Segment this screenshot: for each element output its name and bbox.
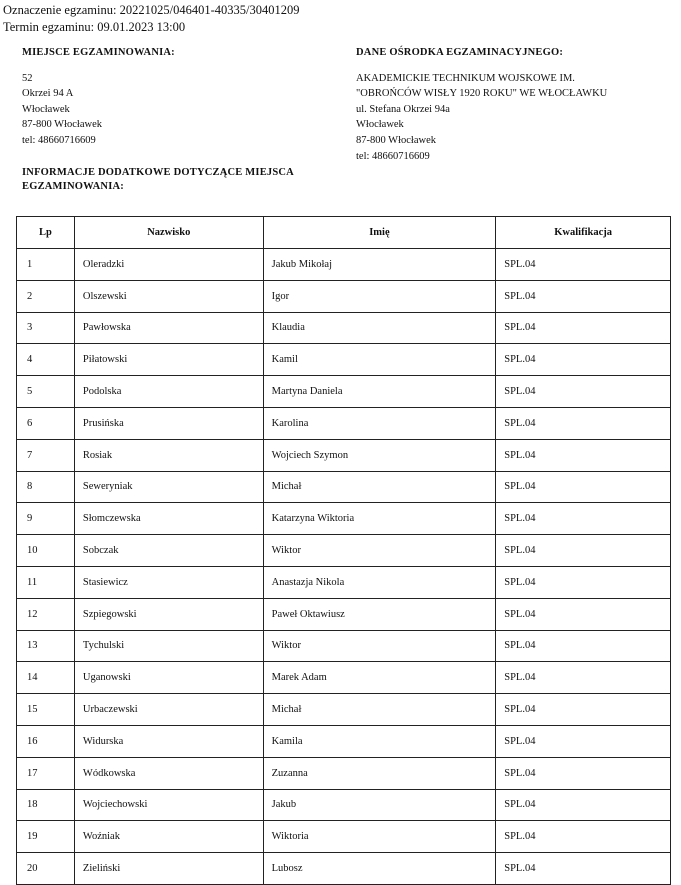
table-row [17, 757, 671, 789]
cell-first-name: Igor [263, 280, 496, 312]
cell-qualification: SPL.04 [496, 376, 671, 408]
address-line: 87-800 Włocławek [356, 134, 436, 146]
cell-first-name: Wiktoria [263, 821, 496, 853]
additional-info-heading: INFORMACJE DODATKOWE DOTYCZĄCE MIEJSCA EGZAMINOWANIA: [22, 167, 294, 192]
cell-surname: Wódkowska [74, 757, 263, 789]
exam-center-address [356, 71, 676, 165]
exam-designation: Oznaczenie egzaminu: 20221025/046401-40335/30401209 [3, 3, 300, 17]
exam-place-address [22, 71, 322, 149]
table-row [17, 439, 671, 471]
cell-lp: 12 [17, 598, 75, 630]
cell-lp: 1 [17, 249, 75, 281]
cell-surname: Sobczak [74, 535, 263, 567]
cell-qualification: SPL.04 [496, 630, 671, 662]
table-row [17, 725, 671, 757]
cell-surname: Prusińska [74, 407, 263, 439]
table-row [17, 535, 671, 567]
cell-surname: Widurska [74, 725, 263, 757]
table-header-row [17, 217, 671, 249]
cell-surname: Stasiewicz [74, 566, 263, 598]
exam-center-section [356, 45, 676, 164]
cell-first-name: Marek Adam [263, 662, 496, 694]
center-name-line: AKADEMICKIE TECHNIKUM WOJSKOWE IM. [356, 72, 575, 84]
header-first-name: Imię [263, 217, 496, 249]
candidates-table [16, 216, 671, 885]
cell-surname: Olszewski [74, 280, 263, 312]
cell-qualification: SPL.04 [496, 821, 671, 853]
cell-surname: Tychulski [74, 630, 263, 662]
table-row [17, 280, 671, 312]
table-row [17, 503, 671, 535]
cell-qualification: SPL.04 [496, 344, 671, 376]
address-line: ul. Stefana Okrzei 94a [356, 103, 450, 115]
cell-first-name: Lubosz [263, 853, 496, 885]
cell-qualification: SPL.04 [496, 249, 671, 281]
cell-first-name: Michał [263, 694, 496, 726]
cell-lp: 9 [17, 503, 75, 535]
table-row [17, 789, 671, 821]
cell-qualification: SPL.04 [496, 662, 671, 694]
header-surname: Nazwisko [74, 217, 263, 249]
cell-lp: 17 [17, 757, 75, 789]
cell-first-name: Kamil [263, 344, 496, 376]
cell-surname: Rosiak [74, 439, 263, 471]
cell-lp: 6 [17, 407, 75, 439]
cell-surname: Urbaczewski [74, 694, 263, 726]
cell-first-name: Michał [263, 471, 496, 503]
address-line: Włocławek [356, 119, 404, 131]
cell-surname: Podolska [74, 376, 263, 408]
table-row [17, 249, 671, 281]
exam-date: Termin egzaminu: 09.01.2023 13:00 [3, 20, 186, 34]
cell-lp: 8 [17, 471, 75, 503]
cell-surname: Wojciechowski [74, 789, 263, 821]
address-line: Okrzei 94 A [22, 88, 74, 100]
header-lp: Lp [17, 217, 75, 249]
cell-first-name: Wiktor [263, 630, 496, 662]
cell-lp: 16 [17, 725, 75, 757]
cell-qualification: SPL.04 [496, 280, 671, 312]
cell-lp: 4 [17, 344, 75, 376]
table-row [17, 853, 671, 885]
table-row [17, 471, 671, 503]
cell-qualification: SPL.04 [496, 789, 671, 821]
exam-center-heading: DANE OŚRODKA EGZAMINACYJNEGO: [356, 47, 564, 58]
cell-qualification: SPL.04 [496, 471, 671, 503]
cell-surname: Szpiegowski [74, 598, 263, 630]
cell-lp: 7 [17, 439, 75, 471]
cell-lp: 15 [17, 694, 75, 726]
table-row [17, 694, 671, 726]
exam-place-section [22, 45, 322, 149]
cell-first-name: Karolina [263, 407, 496, 439]
cell-surname: Seweryniak [74, 471, 263, 503]
table-row [17, 344, 671, 376]
cell-first-name: Katarzyna Wiktoria [263, 503, 496, 535]
cell-qualification: SPL.04 [496, 439, 671, 471]
cell-qualification: SPL.04 [496, 598, 671, 630]
cell-surname: Uganowski [74, 662, 263, 694]
cell-first-name: Wojciech Szymon [263, 439, 496, 471]
cell-first-name: Zuzanna [263, 757, 496, 789]
cell-lp: 10 [17, 535, 75, 567]
cell-first-name: Anastazja Nikola [263, 566, 496, 598]
cell-qualification: SPL.04 [496, 407, 671, 439]
cell-lp: 11 [17, 566, 75, 598]
cell-first-name: Kamila [263, 725, 496, 757]
table-row [17, 312, 671, 344]
cell-surname: Słomczewska [74, 503, 263, 535]
table-row [17, 662, 671, 694]
cell-qualification: SPL.04 [496, 503, 671, 535]
cell-lp: 19 [17, 821, 75, 853]
cell-surname: Oleradzki [74, 249, 263, 281]
table-row [17, 630, 671, 662]
table-row [17, 566, 671, 598]
cell-lp: 13 [17, 630, 75, 662]
address-line: 87-800 Włocławek [22, 119, 102, 131]
cell-lp: 3 [17, 312, 75, 344]
cell-lp: 14 [17, 662, 75, 694]
cell-qualification: SPL.04 [496, 725, 671, 757]
cell-surname: Zieliński [74, 853, 263, 885]
cell-surname: Pawłowska [74, 312, 263, 344]
cell-first-name: Jakub Mikołaj [263, 249, 496, 281]
cell-lp: 18 [17, 789, 75, 821]
cell-surname: Woźniak [74, 821, 263, 853]
cell-qualification: SPL.04 [496, 312, 671, 344]
cell-qualification: SPL.04 [496, 853, 671, 885]
cell-first-name: Klaudia [263, 312, 496, 344]
table-row [17, 821, 671, 853]
cell-qualification: SPL.04 [496, 566, 671, 598]
address-line: Włocławek [22, 103, 70, 115]
address-line: 52 [22, 72, 33, 84]
cell-surname: Piłatowski [74, 344, 263, 376]
cell-first-name: Martyna Daniela [263, 376, 496, 408]
cell-qualification: SPL.04 [496, 535, 671, 567]
cell-lp: 20 [17, 853, 75, 885]
table-row [17, 598, 671, 630]
center-name-line: "OBROŃCÓW WISŁY 1920 ROKU" WE WŁOCŁAWKU [356, 88, 608, 100]
table-row [17, 407, 671, 439]
phone-line: tel: 48660716609 [22, 134, 96, 146]
cell-qualification: SPL.04 [496, 757, 671, 789]
table-row [17, 376, 671, 408]
cell-qualification: SPL.04 [496, 694, 671, 726]
phone-line: tel: 48660716609 [356, 150, 430, 162]
cell-lp: 5 [17, 376, 75, 408]
exam-place-heading: MIEJSCE EGZAMINOWANIA: [22, 47, 175, 58]
cell-lp: 2 [17, 280, 75, 312]
cell-first-name: Jakub [263, 789, 496, 821]
cell-first-name: Wiktor [263, 535, 496, 567]
cell-first-name: Paweł Oktawiusz [263, 598, 496, 630]
header-qualification: Kwalifikacja [496, 217, 671, 249]
